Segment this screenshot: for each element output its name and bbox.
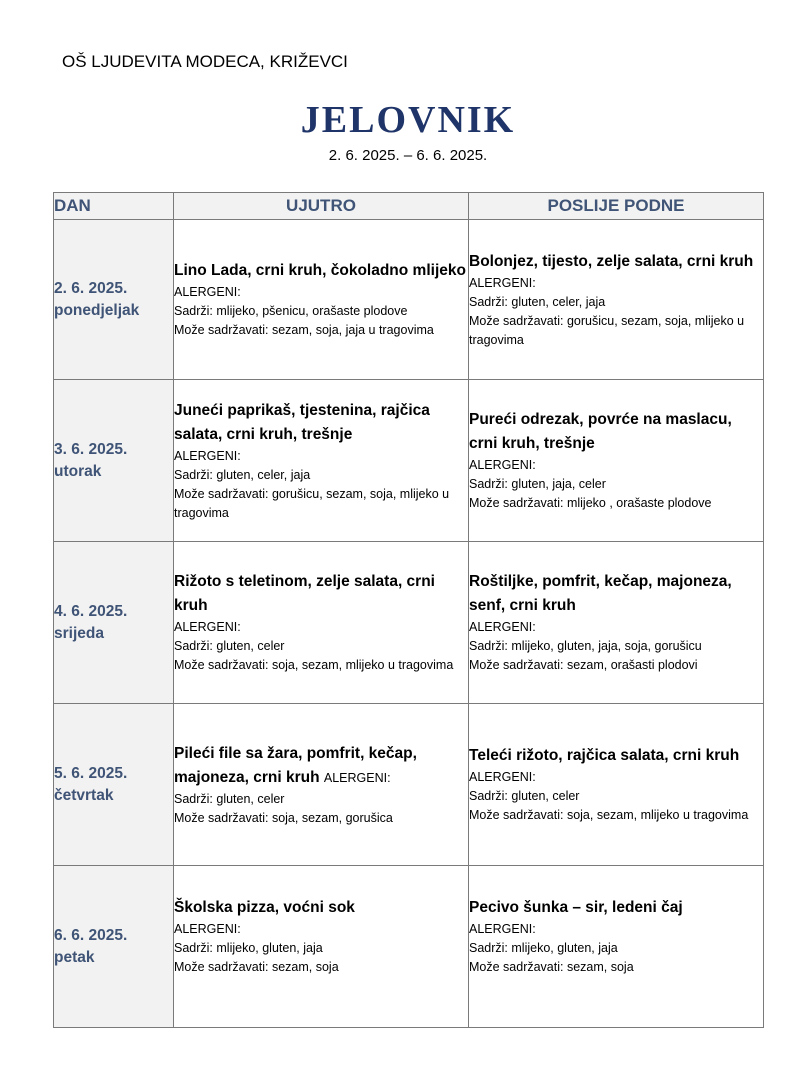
allergen-may-contain: Može sadržavati: sezam, soja — [174, 960, 339, 974]
allergen-label: ALERGENI: — [469, 770, 536, 784]
allergen-label: ALERGENI: — [174, 285, 241, 299]
table-row — [54, 866, 764, 1028]
allergen-contains: Sadrži: gluten, celer, jaja — [469, 294, 606, 309]
morning-meal-cell — [174, 704, 469, 866]
allergen-label: ALERGENI: — [174, 620, 241, 634]
header-row — [54, 193, 764, 220]
afternoon-meal-cell — [469, 380, 764, 542]
allergen-contains: Sadrži: gluten, celer, jaja — [174, 467, 311, 482]
allergen-may-contain: Može sadržavati: soja, sezam, mlijeko u tragovima — [469, 808, 749, 822]
page-title: JELOVNIK — [300, 99, 516, 141]
date-range: 2. 6. 2025. – 6. 6. 2025. — [328, 147, 488, 164]
allergen-label: ALERGENI: — [469, 620, 536, 634]
day-date: 3. 6. 2025. — [54, 440, 128, 458]
day-date: 2. 6. 2025. — [54, 279, 128, 297]
afternoon-meal-cell — [469, 704, 764, 866]
allergen-contains: Sadrži: mlijeko, pšenicu, orašaste plodove — [174, 304, 408, 318]
allergen-contains: Sadrži: mlijeko, gluten, jaja — [174, 941, 323, 955]
allergen-may-contain: Može sadržavati: sezam, orašasti plodovi — [469, 658, 698, 672]
day-cell — [54, 380, 174, 542]
day-date: 5. 6. 2025. — [54, 764, 128, 782]
allergen-label: ALERGENI: — [174, 448, 241, 463]
morning-meal-cell — [174, 542, 469, 704]
dish-name: Pecivo šunka – sir, ledeni čaj — [469, 899, 683, 916]
table-row — [54, 704, 764, 866]
day-weekday: ponedjeljak — [54, 301, 140, 319]
day-weekday: četvrtak — [54, 786, 114, 804]
morning-meal-cell — [174, 220, 469, 380]
dish-name-text: Pileći file sa žara, pomfrit, kečap, majoneza, crni kruh — [174, 744, 417, 786]
day-weekday: srijeda — [54, 624, 104, 642]
dish-name: Školska pizza, voćni sok — [174, 899, 355, 916]
allergen-label: ALERGENI: — [323, 770, 391, 785]
dish-name: Pureći odrezak, povrće na maslacu, crni kruh, trešnje — [469, 411, 732, 452]
day-cell — [54, 542, 174, 704]
allergen-may-contain: Može sadržavati: mlijeko , orašaste plodove — [469, 496, 712, 510]
table-row — [54, 220, 764, 380]
allergen-contains: Sadrži: gluten, celer — [174, 639, 285, 653]
day-cell — [54, 220, 174, 380]
allergen-contains: Sadrži: mlijeko, gluten, jaja — [469, 941, 618, 955]
column-header-day: DAN — [54, 193, 174, 220]
column-header-afternoon: POSLIJE PODNE — [469, 193, 764, 220]
day-date: 4. 6. 2025. — [54, 602, 128, 620]
allergen-label: ALERGENI: — [469, 922, 536, 936]
allergen-may-contain: Može sadržavati: gorušicu, sezam, soja, mlijeko u tragovima — [174, 486, 450, 520]
allergen-may-contain: Može sadržavati: gorušicu, sezam, soja, mlijeko u tragovima — [469, 313, 745, 347]
allergen-contains: Sadrži: gluten, celer — [469, 789, 580, 803]
afternoon-meal-cell — [469, 542, 764, 704]
menu-table — [53, 192, 764, 1028]
dish-name: Juneći paprikaš, tjestenina, rajčica salata, crni kruh, trešnje — [174, 401, 430, 443]
dish-name — [174, 742, 468, 790]
day-date: 6. 6. 2025. — [54, 926, 128, 944]
table-row — [54, 542, 764, 704]
dish-name: Rižoto s teletinom, zelje salata, crni kruh — [174, 573, 435, 614]
column-header-morning: UJUTRO — [174, 193, 469, 220]
allergen-contains: Sadrži: gluten, celer — [174, 791, 285, 806]
day-cell — [54, 866, 174, 1028]
allergen-contains: Sadrži: gluten, jaja, celer — [469, 477, 606, 491]
school-name: OŠ LJUDEVITA MODECA, KRIŽEVCI — [62, 52, 348, 71]
dish-name: Bolonjez, tijesto, zelje salata, crni kruh — [469, 252, 754, 270]
afternoon-meal-cell — [469, 866, 764, 1028]
dish-name: Teleći rižoto, rajčica salata, crni kruh — [469, 747, 740, 764]
allergen-may-contain: Može sadržavati: sezam, soja — [469, 960, 634, 974]
dish-name: Roštiljke, pomfrit, kečap, majoneza, senf, crni kruh — [469, 573, 732, 614]
allergen-contains: Sadrži: mlijeko, gluten, jaja, soja, gorušicu — [469, 639, 702, 653]
allergen-may-contain: Može sadržavati: sezam, soja, jaja u tragovima — [174, 323, 434, 337]
morning-meal-cell — [174, 866, 469, 1028]
dish-name: Lino Lada, crni kruh, čokoladno mlijeko — [174, 262, 466, 279]
allergen-may-contain: Može sadržavati: soja, sezam, mlijeko u tragovima — [174, 658, 454, 672]
allergen-label: ALERGENI: — [469, 275, 536, 290]
day-cell — [54, 704, 174, 866]
table-row — [54, 380, 764, 542]
allergen-label: ALERGENI: — [469, 458, 536, 472]
afternoon-meal-cell — [469, 220, 764, 380]
allergen-label: ALERGENI: — [174, 922, 241, 936]
day-weekday: utorak — [54, 462, 102, 480]
day-weekday: petak — [54, 948, 95, 966]
morning-meal-cell — [174, 380, 469, 542]
allergen-may-contain: Može sadržavati: soja, sezam, gorušica — [174, 810, 393, 825]
